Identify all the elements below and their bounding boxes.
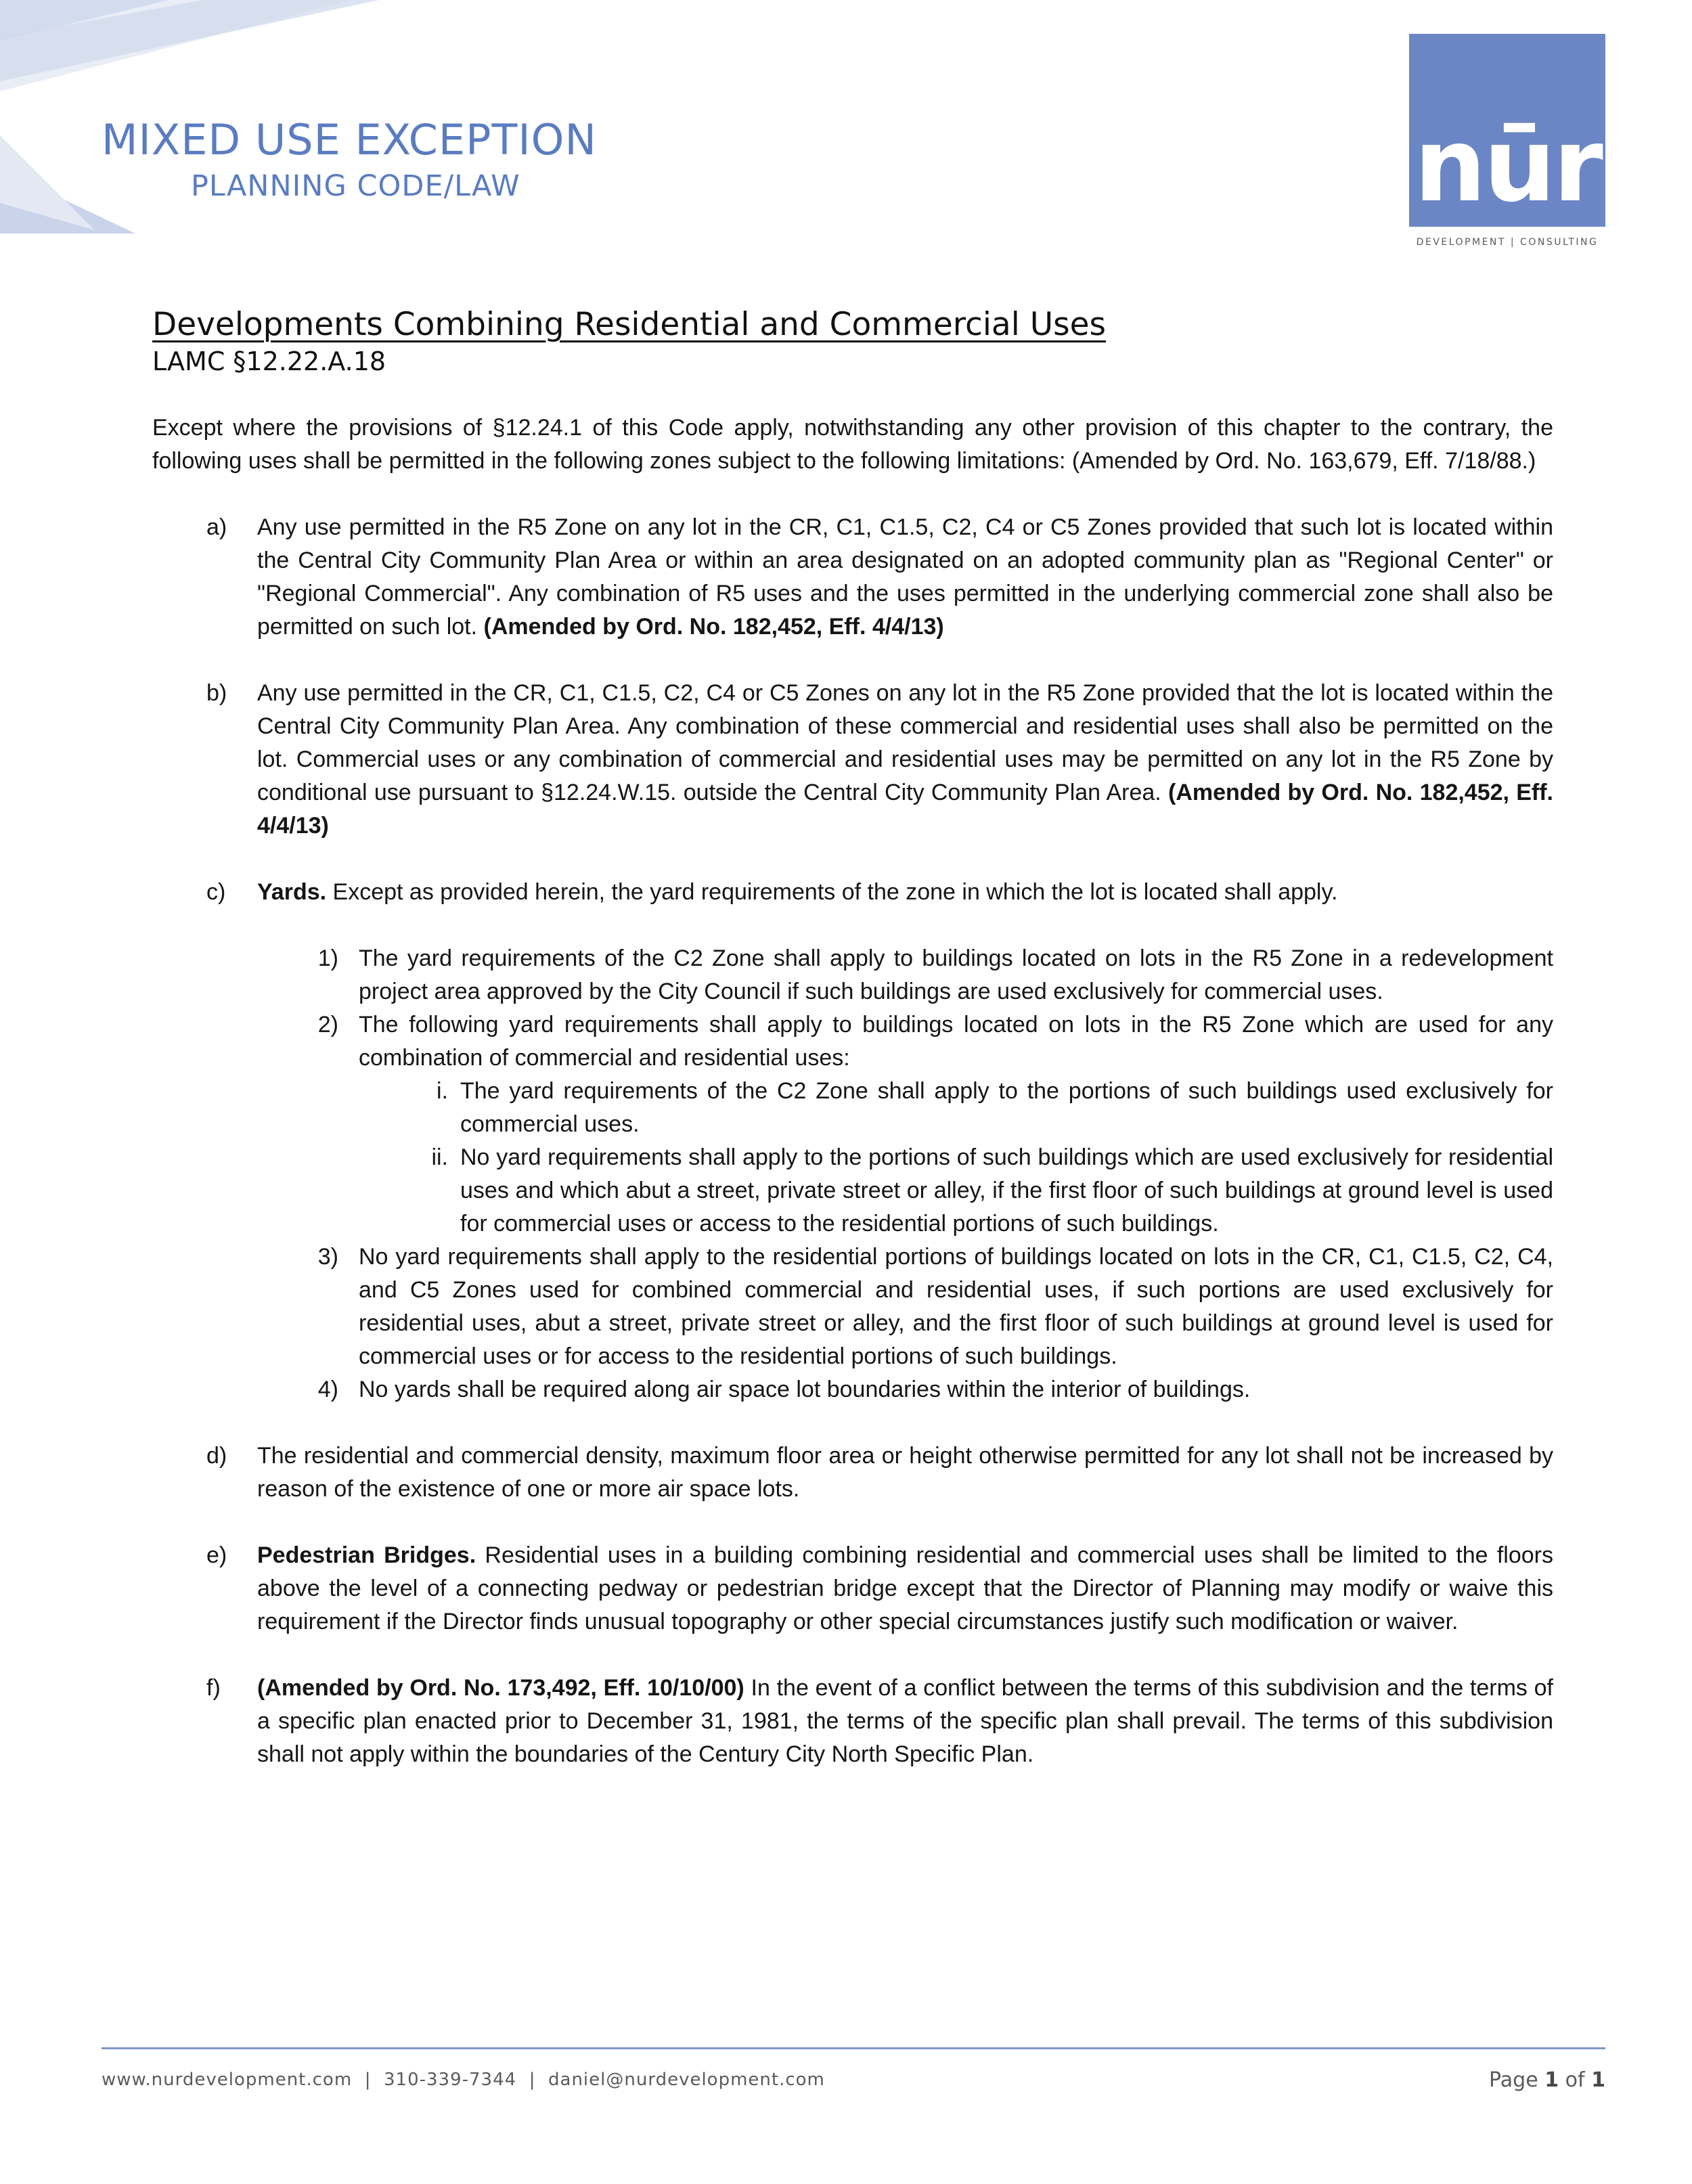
section-c (152, 876, 1553, 1406)
amendment-note: (Amended by Ord. No. 173,492, Eff. 10/10/00) (257, 1675, 744, 1701)
numbered-item (257, 1373, 1553, 1406)
footer-divider (102, 2047, 1605, 2049)
logo-tagline: DEVELOPMENT | CONSULTING (1416, 237, 1599, 248)
section-text: Residential uses in a building combining residential and commercial uses shall be limited to the floors above the level of a connecting pedway or pedestrian bridge except that the Director of Planning may modify or waive this requirement if the Director finds unusual topography or other special circumstances justify such modification or waiver. (257, 1542, 1553, 1634)
item-text: The following yard requirements shall apply to buildings located on lots in the R5 Zone which are used for any combination of commercial and residential uses: (359, 1012, 1553, 1071)
section-label: b) (206, 680, 227, 706)
section-text: Any use permitted in the CR, C1, C1.5, C2, C4 or C5 Zones on any lot in the R5 Zone provided that the lot is located within the Central City Community Plan Area. Any combination of these commercial and residential uses shall also be permitted on the lot. Commercial uses or any combination of commercial and residential uses may be permitted on any lot in the R5 Zone by conditional use pursuant to §12.24.W.15. outside the Central City Community Plan Area. (257, 680, 1553, 805)
document-title: Developments Combining Residential and Commercial Uses (152, 306, 1107, 343)
section-text: Any use permitted in the R5 Zone on any lot in the CR, C1, C1.5, C2, C4 or C5 Zones provided that such lot is located within the Central City Community Plan Area or within an area designated on an adopted community plan as "Regional Center" or "Regional Commercial". Any combination of R5 uses and the uses permitted in the underlying commercial zone shall also be permitted on such lot. (257, 514, 1553, 640)
section-label: a) (206, 514, 227, 540)
section-b (152, 677, 1553, 843)
item-label: 3) (317, 1244, 338, 1270)
section-label: c) (206, 879, 226, 905)
item-label: 1) (317, 945, 338, 971)
roman-item (359, 1075, 1553, 1141)
amendment-note: (Amended by Ord. No. 182,452, Eff. 4/4/13) (257, 780, 1553, 839)
item-text: No yard requirements shall apply to the residential portions of buildings located on lots in the CR, C1, C1.5, C2, C4, and C5 Zones used for combined commercial and residential uses, if such portions are used exclusively for residential uses, abut a street, private street or alley, and the first floor of such buildings at ground level is used for commercial uses or for access to the residential portions of such buildings. (359, 1244, 1553, 1369)
section-f (152, 1672, 1553, 1771)
section-label: e) (206, 1542, 227, 1568)
header-subtitle: PLANNING CODE/LAW (191, 169, 520, 203)
roman-item (359, 1141, 1553, 1241)
footer-contact: www.nurdevelopment.com | 310-339-7344 | daniel@nurdevelopment.com (102, 2070, 825, 2090)
section-label: f) (206, 1675, 221, 1701)
section-heading: Pedestrian Bridges. (257, 1542, 476, 1568)
amendment-note: (Amended by Ord. No. 182,452, Eff. 4/4/13) (483, 614, 944, 640)
document-subtitle: LAMC §12.22.A.18 (152, 347, 386, 376)
section-text: In the event of a conflict between the terms of this subdivision and the terms of a specific plan enacted prior to December 31, 1981, the terms of the specific plan shall prevail. The terms of this subdivision shall not apply within the boundaries of the Century City North Specific Plan. (257, 1675, 1553, 1767)
section-a (152, 511, 1553, 644)
section-text: Except as provided herein, the yard requirements of the zone in which the lot is located shall apply. (332, 879, 1338, 905)
footer-phone: 310-339-7344 (384, 2070, 517, 2090)
section-d (152, 1440, 1553, 1506)
section-label: d) (206, 1443, 227, 1469)
brand-logo (1409, 34, 1605, 227)
item-text: No yards shall be required along air space lot boundaries within the interior of buildings. (359, 1377, 1251, 1402)
roman-text: The yard requirements of the C2 Zone shall apply to the portions of such buildings used exclusively for commercial uses. (460, 1078, 1553, 1137)
header-title: MIXED USE EXCEPTION (102, 115, 597, 164)
roman-text: No yard requirements shall apply to the portions of such buildings which are used exclusively for residential uses and which abut a street, private street or alley, if the first floor of such buildings at ground level is used for commercial uses or access to the residential portions of such buildings. (460, 1144, 1553, 1236)
item-text: The yard requirements of the C2 Zone shall apply to buildings located on lots in the R5 Zone in a redevelopment project area approved by the City Council if such buildings are used exclusively for commercial uses. (359, 945, 1553, 1004)
numbered-item (257, 1008, 1553, 1241)
section-e (152, 1539, 1553, 1639)
intro-paragraph: Except where the provisions of §12.24.1 of this Code apply, notwithstanding any other provision of this chapter to the contrary, the following uses shall be permitted in the following zones subject to the following limitations: (Amended by Ord. No. 163,679, Eff. 7/18/88.) (152, 415, 1553, 474)
numbered-item (257, 1241, 1553, 1373)
document-body (152, 411, 1553, 1804)
page-number: Page 1 of 1 (1489, 2068, 1605, 2092)
logo-wordmark: nūr (1414, 107, 1601, 225)
section-heading: Yards. (257, 879, 327, 905)
section-text: The residential and commercial density, maximum floor area or height otherwise permitted for any lot shall not be increased by reason of the existence of one or more air space lots. (257, 1443, 1553, 1502)
roman-label: ii. (431, 1144, 448, 1170)
item-label: 2) (317, 1012, 338, 1038)
numbered-item (257, 942, 1553, 1008)
item-label: 4) (317, 1377, 338, 1402)
footer-email[interactable]: daniel@nurdevelopment.com (548, 2070, 825, 2090)
roman-label: i. (437, 1078, 448, 1104)
footer-website[interactable]: www.nurdevelopment.com (102, 2070, 353, 2090)
